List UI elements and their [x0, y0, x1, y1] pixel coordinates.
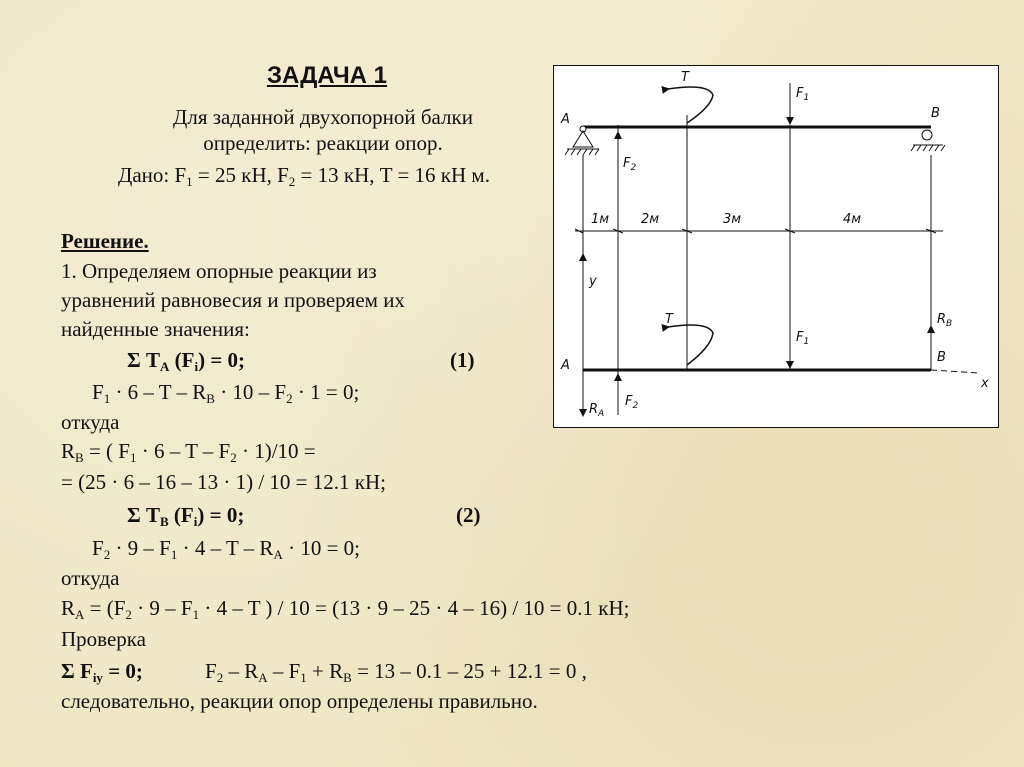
check-equation: $F_2 - R_A - F_1 + R_B = 13 - 0.1 - 25 + 12.1 = 0$ , — [205, 659, 587, 685]
support-a-icon — [565, 126, 599, 155]
equation-1: Σ $T_A$ $(F_i) = 0$; — [127, 348, 246, 374]
label-f1-bottom: $F_1$ — [796, 330, 810, 347]
equation-1-number: (1) — [450, 348, 475, 372]
label-ra: $R_A$ — [589, 402, 605, 419]
step1-line-2: уравнений равновесия и проверяем их — [61, 288, 405, 312]
equation-2-expanded: $F_2 \cdot 9 - F_1 \cdot 4 - T - R_A \cdot 10 = 0$; — [92, 536, 361, 562]
rb-formula: $R_B$ = ( $F_1 \cdot 6 - T - F_2 \cdot 1)/10$ = — [61, 439, 316, 465]
dim-2m: 2м — [641, 212, 660, 227]
equation-1-expanded: $F_1 \cdot 6 - T - R_B \cdot 10 - F_2 \cdot 1 = 0$; — [92, 380, 360, 406]
beam-diagram — [553, 65, 999, 428]
support-b-icon — [911, 130, 945, 151]
conclusion: следовательно, реакции опор определены правильно. — [61, 689, 538, 713]
axis-x-label: x — [981, 376, 989, 391]
label-b-bottom: B — [937, 350, 946, 365]
rb-calculation: = (25 · 6 – 16 – 13 · 1) / 10 = 12.1 кН; — [61, 470, 386, 494]
label-f2-bottom: $F_2$ — [625, 394, 639, 411]
label-a-bottom: A — [561, 358, 570, 373]
problem-line-1: Для заданной двухопорной балки — [173, 105, 473, 129]
dim-3m: 3м — [723, 212, 742, 227]
label-rb: $R_B$ — [937, 312, 953, 329]
problem-line-2: определить: реакции опор. — [203, 131, 443, 155]
check-heading: Проверка — [61, 627, 146, 651]
label-t-bottom: T — [665, 312, 673, 327]
equation-2: Σ $T_B$ $(F_i) = 0$; — [127, 503, 245, 529]
problem-title: ЗАДАЧА 1 — [266, 62, 388, 89]
ra-formula: $R_A = (F_2 \cdot 9 - F_1 \cdot 4 - T$ ) / 10 = (13 · 9 – 25 · 4 – 16) / 10 = 0.1 кН; — [61, 596, 630, 622]
otkuda-2: откуда — [61, 566, 120, 590]
label-f1-top: $F_1$ — [796, 86, 810, 103]
given-values: Дано: $F_1 = 25$ кН, $F_2 = 13$ кН, T = 16 кН м. — [118, 163, 490, 189]
check-sum: Σ $F_{iy} = 0$; — [61, 659, 143, 685]
otkuda-1: откуда — [61, 410, 120, 434]
dim-4m: 4м — [843, 212, 862, 227]
dim-1m: 1м — [591, 212, 610, 227]
label-b-top: B — [931, 106, 940, 121]
step1-line-3: найденные значения: — [61, 317, 250, 341]
axis-y-label: y — [589, 274, 597, 289]
step1-line-1: 1. Определяем опорные реакции из — [61, 259, 377, 283]
solution-heading: Решение. — [61, 229, 149, 253]
label-a-top: A — [561, 112, 570, 127]
equation-2-number: (2) — [456, 503, 481, 527]
label-t-top: T — [681, 70, 689, 85]
label-f2-top: $F_2$ — [623, 156, 637, 173]
